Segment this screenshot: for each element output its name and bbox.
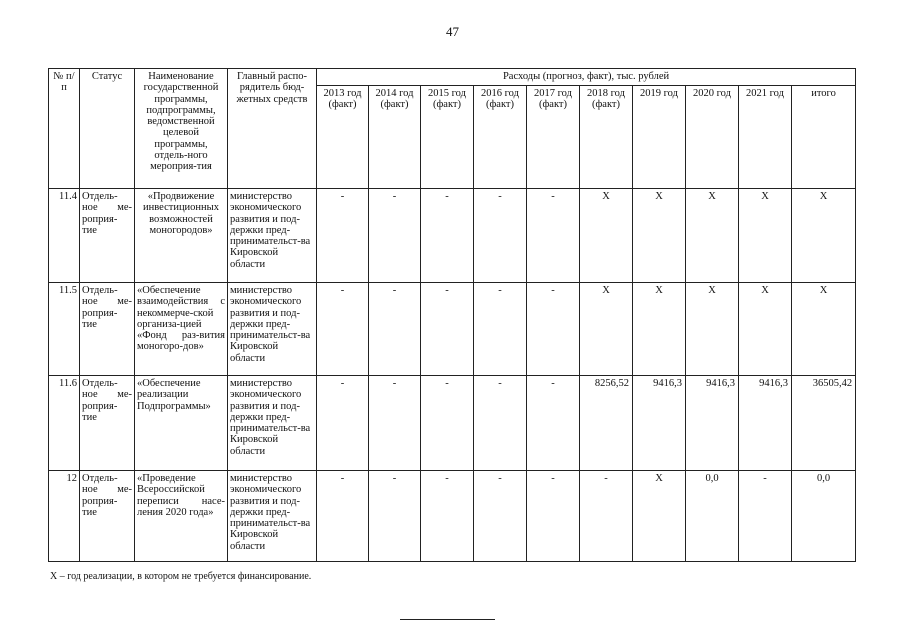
row-executor: министерство экономического развития и под-держки пред-принимательст-ва Кировской области	[228, 283, 317, 376]
row-executor: министерство экономического развития и под-держки пред-принимательст-ва Кировской области	[228, 471, 317, 562]
row-status: Отдель-ное ме-роприя-тие	[80, 283, 135, 376]
header-year: 2015 год (факт)	[421, 86, 474, 189]
header-year: 2014 год (факт)	[369, 86, 421, 189]
cell-value: X	[739, 283, 792, 376]
row-num: 11.5	[49, 283, 80, 376]
header-total: итого	[792, 86, 856, 189]
row-status: Отдель-ное ме-роприя-тие	[80, 376, 135, 471]
cell-value: 9416,3	[633, 376, 686, 471]
cell-value: -	[421, 189, 474, 283]
cell-value: -	[474, 283, 527, 376]
row-name: «Продвижение инвестиционных возможностей моногородов»	[135, 189, 228, 283]
cell-value: -	[474, 471, 527, 562]
header-year: 2020 год	[686, 86, 739, 189]
table-row	[49, 376, 856, 471]
cell-value: -	[317, 471, 369, 562]
cell-value: -	[369, 376, 421, 471]
cell-value: 9416,3	[686, 376, 739, 471]
header-num: № п/п	[49, 69, 80, 189]
cell-value: -	[527, 189, 580, 283]
row-num: 11.4	[49, 189, 80, 283]
header-expenses-group: Расходы (прогноз, факт), тыс. рублей	[317, 69, 856, 86]
header-year: 2021 год	[739, 86, 792, 189]
cell-value: -	[369, 283, 421, 376]
header-year: 2017 год (факт)	[527, 86, 580, 189]
cell-value: -	[369, 471, 421, 562]
page-number: 47	[446, 24, 459, 39]
cell-value: 8256,52	[580, 376, 633, 471]
budget-table	[48, 68, 856, 562]
table-row	[49, 283, 856, 376]
cell-value: X	[580, 283, 633, 376]
cell-value: -	[474, 376, 527, 471]
header-name: Наименование государственной программы, подпрограммы, ведомственной целевой программы, отдель-ного мероприя-тия	[135, 69, 228, 189]
cell-value: X	[686, 283, 739, 376]
cell-value: -	[474, 189, 527, 283]
cell-value: 0,0	[686, 471, 739, 562]
header-year: 2019 год	[633, 86, 686, 189]
cell-total: 36505,42	[792, 376, 856, 471]
header-executor: Главный распо-рядитель бюд-жетных средств	[228, 69, 317, 189]
row-executor: министерство экономического развития и под-держки пред-принимательст-ва Кировской области	[228, 376, 317, 471]
cell-value: -	[527, 376, 580, 471]
header-row-top	[49, 69, 856, 86]
header-status: Статус	[80, 69, 135, 189]
header-year: 2018 год (факт)	[580, 86, 633, 189]
cell-total: X	[792, 283, 856, 376]
row-name: «Обеспечение взаимодействия с некоммерче-ской организа-цией «Фонд раз-вития моногоро-дов»	[135, 283, 228, 376]
cell-value: -	[421, 283, 474, 376]
table-row	[49, 471, 856, 562]
cell-total: 0,0	[792, 471, 856, 562]
table-row	[49, 189, 856, 283]
row-status: Отдель-ное ме-роприя-тие	[80, 471, 135, 562]
cell-total: X	[792, 189, 856, 283]
row-executor: министерство экономического развития и под-держки пред-принимательст-ва Кировской области	[228, 189, 317, 283]
cell-value: X	[686, 189, 739, 283]
cell-value: 9416,3	[739, 376, 792, 471]
row-num: 11.6	[49, 376, 80, 471]
footnote: X – год реализации, в котором не требуется финансирование.	[50, 571, 312, 582]
cell-value: -	[317, 376, 369, 471]
cell-value: -	[317, 189, 369, 283]
header-year: 2013 год (факт)	[317, 86, 369, 189]
row-status: Отдель-ное ме-роприя-тие	[80, 189, 135, 283]
cell-value: X	[633, 189, 686, 283]
cell-value: X	[580, 189, 633, 283]
row-name: «Проведение Всероссийской переписи насе-ления 2020 года»	[135, 471, 228, 562]
cell-value: -	[580, 471, 633, 562]
cell-value: -	[527, 471, 580, 562]
cell-value: -	[421, 471, 474, 562]
header-year: 2016 год (факт)	[474, 86, 527, 189]
cell-value: -	[739, 471, 792, 562]
cell-value: -	[317, 283, 369, 376]
row-name: «Обеспечение реализации Подпрограммы»	[135, 376, 228, 471]
row-num: 12	[49, 471, 80, 562]
cell-value: -	[369, 189, 421, 283]
cell-value: -	[527, 283, 580, 376]
bottom-divider	[400, 619, 495, 620]
cell-value: -	[421, 376, 474, 471]
cell-value: X	[633, 283, 686, 376]
cell-value: X	[739, 189, 792, 283]
cell-value: X	[633, 471, 686, 562]
